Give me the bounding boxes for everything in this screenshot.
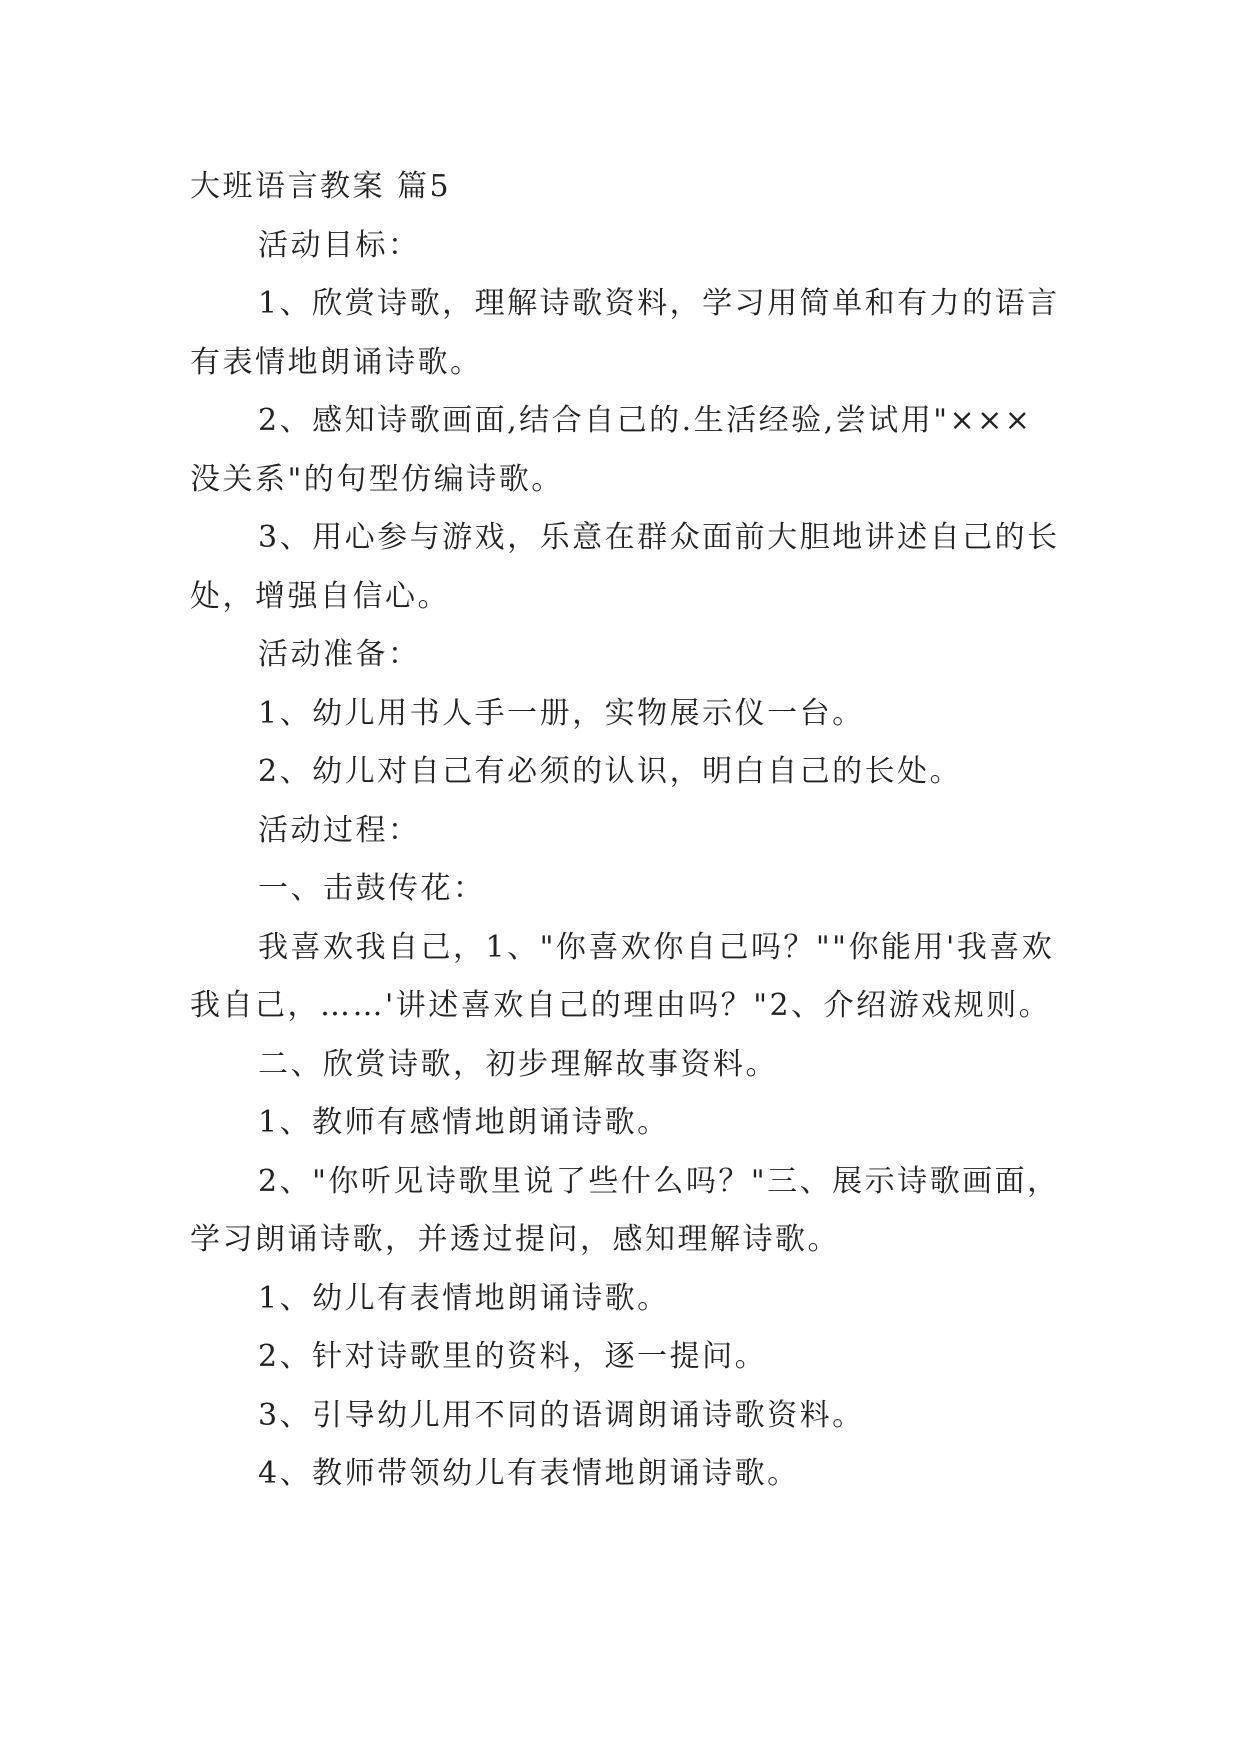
goal-item-1: 1、欣赏诗歌，理解诗歌资料，学习用简单和有力的语言有表情地朗诵诗歌。 bbox=[190, 286, 1060, 380]
process-step-3-item-1: 1、幼儿有表情地朗诵诗歌。 bbox=[258, 1280, 670, 1316]
document-title: 大班语言教案 篇5 bbox=[190, 169, 452, 204]
preparation-item-1: 1、幼儿用书人手一册，实物展示仪一台。 bbox=[258, 695, 865, 731]
section-heading-goals: 活动目标： bbox=[258, 227, 421, 263]
process-step-3-item-2: 2、针对诗歌里的资料，逐一提问。 bbox=[258, 1339, 768, 1374]
process-step-heading-2: 二、欣赏诗歌，初步理解故事资料。 bbox=[258, 1046, 778, 1082]
process-step-heading-1: 一、击鼓传花： bbox=[258, 871, 486, 906]
preparation-item-2: 2、幼儿对自己有必须的认识，明白自己的长处。 bbox=[258, 754, 963, 789]
section-heading-process: 活动过程： bbox=[258, 812, 421, 848]
document-body bbox=[190, 158, 1060, 1504]
process-step-3-item-3: 3、引导幼儿用不同的语调朗诵诗歌资料。 bbox=[258, 1397, 865, 1433]
process-step-2-item-1: 1、教师有感情地朗诵诗歌。 bbox=[258, 1105, 670, 1140]
goal-item-2: 2、感知诗歌画面,结合自己的.生活经验,尝试用"×××没关系"的句型仿编诗歌。 bbox=[190, 403, 1033, 497]
section-heading-preparation: 活动准备： bbox=[258, 637, 421, 672]
process-step-1-text: 我喜欢我自己，1、"你喜欢你自己吗？""你能用'我喜欢我自己，……'讲述喜欢自己的理由吗？"2、介绍游戏规则。 bbox=[190, 929, 1055, 1023]
process-step-2-item-2: 2、"你听见诗歌里说了些什么吗？"三、展示诗歌画面，学习朗诵诗歌，并透过提问，感知理解诗歌。 bbox=[190, 1163, 1060, 1257]
process-step-3-item-4: 4、教师带领幼儿有表情地朗诵诗歌。 bbox=[258, 1456, 800, 1491]
goal-item-3: 3、用心参与游戏，乐意在群众面前大胆地讲述自己的长处，增强自信心。 bbox=[190, 520, 1060, 614]
